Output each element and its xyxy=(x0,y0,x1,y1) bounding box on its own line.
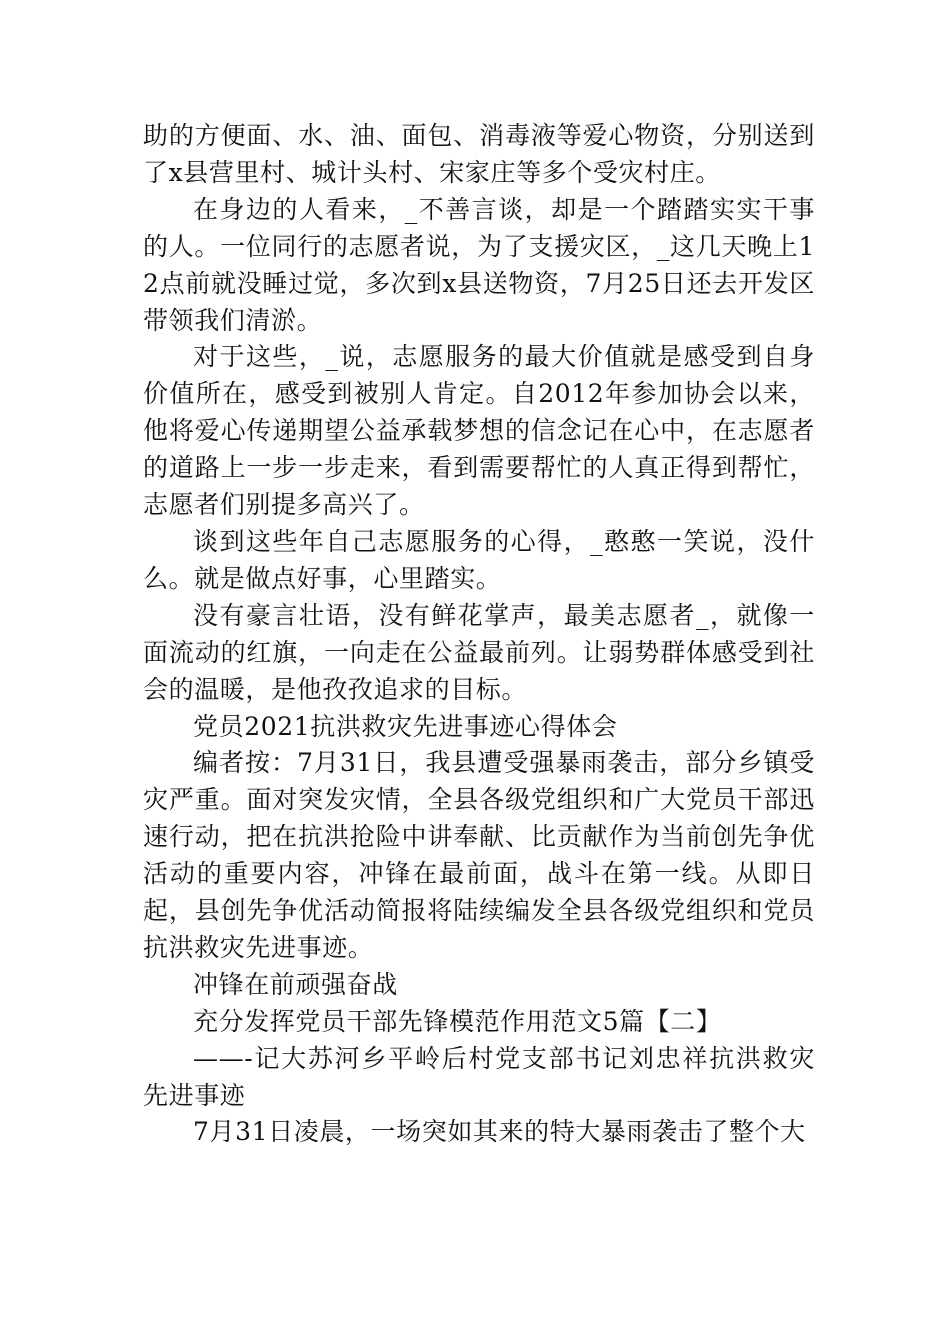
paragraph: 对于这些，_说，志愿服务的最大价值就是感受到自身价值所在，感受到被别人肯定。自2012年参加协会以来，他将爱心传递期望公益承载梦想的信念记在心中，在志愿者的道路上一步一步走来，看到需要帮忙的人真正得到帮忙，志愿者们别提多高兴了。 xyxy=(143,342,815,520)
paragraph: 没有豪言壮语，没有鲜花掌声，最美志愿者_，就像一面流动的红旗，一向走在公益最前列。让弱势群体感受到社会的温暖，是他孜孜追求的目标。 xyxy=(143,600,815,704)
paragraph: 7月31日凌晨，一场突如其来的特大暴雨袭击了整个大 xyxy=(193,1117,806,1147)
paragraph: 在身边的人看来，_不善言谈，却是一个踏踏实实干事的人。一位同行的志愿者说，为了支援灾区，_这几天晚上12点前就没睡过觉，多次到x县送物资，7月25日还去开发区带领我们清淤。 xyxy=(143,194,815,335)
editor-note: 编者按：7月31日，我县遭受强暴雨袭击，部分乡镇受灾严重。面对突发灾情，全县各级党组织和广大党员干部迅速行动，把在抗洪抢险中讲奉献、比贡献作为当前创先争优活动的重要内容，冲锋在最前面，战斗在第一线。从即日起，县创先争优活动简报将陆续编发全县各级党组织和党员抗洪救灾先进事迹。 xyxy=(143,748,815,962)
document-body xyxy=(143,118,815,1151)
article-subtitle: 充分发挥党员干部先锋模范作用范文5篇【二】 xyxy=(193,1006,722,1036)
section-heading: 党员2021抗洪救灾先进事迹心得体会 xyxy=(193,711,618,741)
paragraph: 谈到这些年自己志愿服务的心得，_憨憨一笑说，没什么。就是做点好事，心里踏实。 xyxy=(143,526,815,593)
article-byline: ——-记大苏河乡平岭后村党支部书记刘忠祥抗洪救灾先进事迹 xyxy=(143,1043,815,1110)
article-title: 冲锋在前顽强奋战 xyxy=(193,969,398,999)
paragraph-continuation: 助的方便面、水、油、面包、消毒液等爱心物资，分别送到了x县营里村、城计头村、宋家庄等多个受灾村庄。 xyxy=(143,121,815,187)
